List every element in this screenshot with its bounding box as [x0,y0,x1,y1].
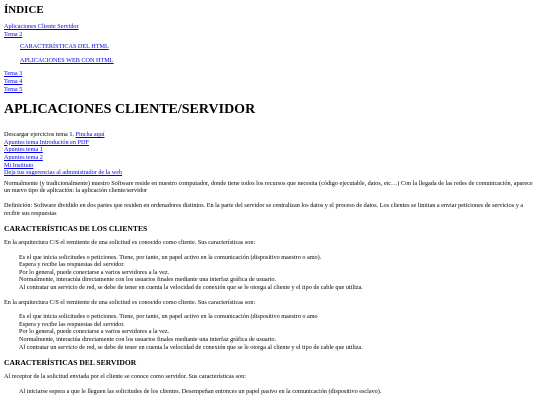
nav-link-aplicaciones-web-html[interactable]: APLICACIONES WEB CON HTML [20,56,114,64]
list-item: Espera y recibe las respuestas del servidor. [19,320,125,328]
indice-heading: ÍNDICE [4,4,44,16]
link-sugerencias-administrador[interactable]: Deja tus sugerencias al administrador de la web [4,169,123,177]
clients-intro-2: En la arquitectura C/S el remitente de una solicitud es conocido como cliente. Sus características son: [4,298,256,306]
list-item: Por lo general, puede conectarse a varios servidores a la vez. [19,328,170,336]
list-item: Normalmente, interactúa directamente con los usuarios finales mediante una interfaz gráfica de usuario. [19,276,277,284]
download-link[interactable]: Pincha aquí [75,131,105,139]
clients-heading: CARACTERÍSTICAS DE LOS CLIENTES [4,224,148,234]
list-item: Por lo general, puede conectarse a varios servidores a la vez. [19,268,170,276]
resource-links [4,131,536,177]
nav-link-tema-2[interactable]: Tema 2 [4,30,23,38]
list-item: Es el que inicia solicitudes o peticiones. Tiene, por tanto, un papel activo en la comunicación (dispositivo maestro o amo [19,313,318,321]
page [4,0,536,402]
server-heading: CARACTERÍSTICAS DEL SERVIDOR [4,358,137,368]
nav-link-aplicaciones-cliente-servidor[interactable]: Aplicaciones Cliente Servidor [4,23,79,30]
indice-nav [4,23,536,93]
download-prefix: Descargar ejercicios tema 1. [4,131,76,139]
list-item: Al contratar un servicio de red, se debe de tener en cuenta la velocidad de conexión que se le otorga al cliente y el tipo de cable que utiliza. [19,343,363,351]
server-list [19,388,536,396]
nav-link-tema-4[interactable]: Tema 4 [4,77,23,85]
list-item: Espera y recibe las respuestas del servidor. [19,261,125,269]
definition-paragraph: Definición: Software dividido en dos partes que residen en ordenadores distintos. En la parte del servidor se centralizan los datos y el proceso de datos. Los clientes se limitan a enviar peticiones de servicios y a recibir sus respuestas [4,201,524,217]
clients-list-1 [19,254,536,292]
indice-subnav [20,43,536,64]
list-item: Al contratar un servicio de red, se debe de tener en cuenta la velocidad de conexión que se le otorga al cliente y el tipo de cable que utiliza. [19,284,363,292]
nav-link-caracteristicas-html[interactable]: CARACTERÍSTICAS DEL HTML [20,43,109,51]
list-item: Es el que inicia solicitudes o peticiones. Tiene, por tanto, un papel activo en la comunicación (dispositivo maestro o amo). [19,253,322,261]
nav-link-tema-5[interactable]: Tema 5 [4,85,23,93]
link-mi-instituto[interactable]: Mi Instituto [4,161,34,169]
link-apuntes-introduccion-pdf[interactable]: Apuntes tema Introdución en PDF [4,138,89,146]
list-item: Normalmente, interactúa directamente con los usuarios finales mediante una interfaz gráfica de usuario. [19,336,277,344]
list-item: Al iniciarse espera a que le lleguen las solicitudes de los clientes. Desempeñan entonces un papel pasivo en la comunicación (dispositivo esclavo). [19,387,382,395]
clients-intro-1: En la arquitectura C/S el remitente de una solicitud es conocido como cliente. Sus características son: [4,239,256,247]
nav-link-tema-3[interactable]: Tema 3 [4,70,23,78]
server-intro: Al receptor de la solicitud enviada por el cliente se conoce como servidor. Sus características son: [4,373,246,381]
page-title: APLICACIONES CLIENTE/SERVIDOR [4,102,256,118]
link-apuntes-tema-1[interactable]: Apuntes tema 1 [4,146,43,154]
download-line [4,131,536,139]
link-apuntes-tema-2[interactable]: Apuntes tema 2 [4,153,43,161]
clients-list-2 [19,313,536,351]
intro-paragraph: Normalmente (y tradicionalmente) nuestro Software reside en nuestro computador, donde tiene todos los recursos que necesita (código ejecutable, datos, etc…) Con la llegada de las redes de comunicación, aparece un nuevo tipo de aplicación: la aplicación cliente/servidor [4,179,533,195]
